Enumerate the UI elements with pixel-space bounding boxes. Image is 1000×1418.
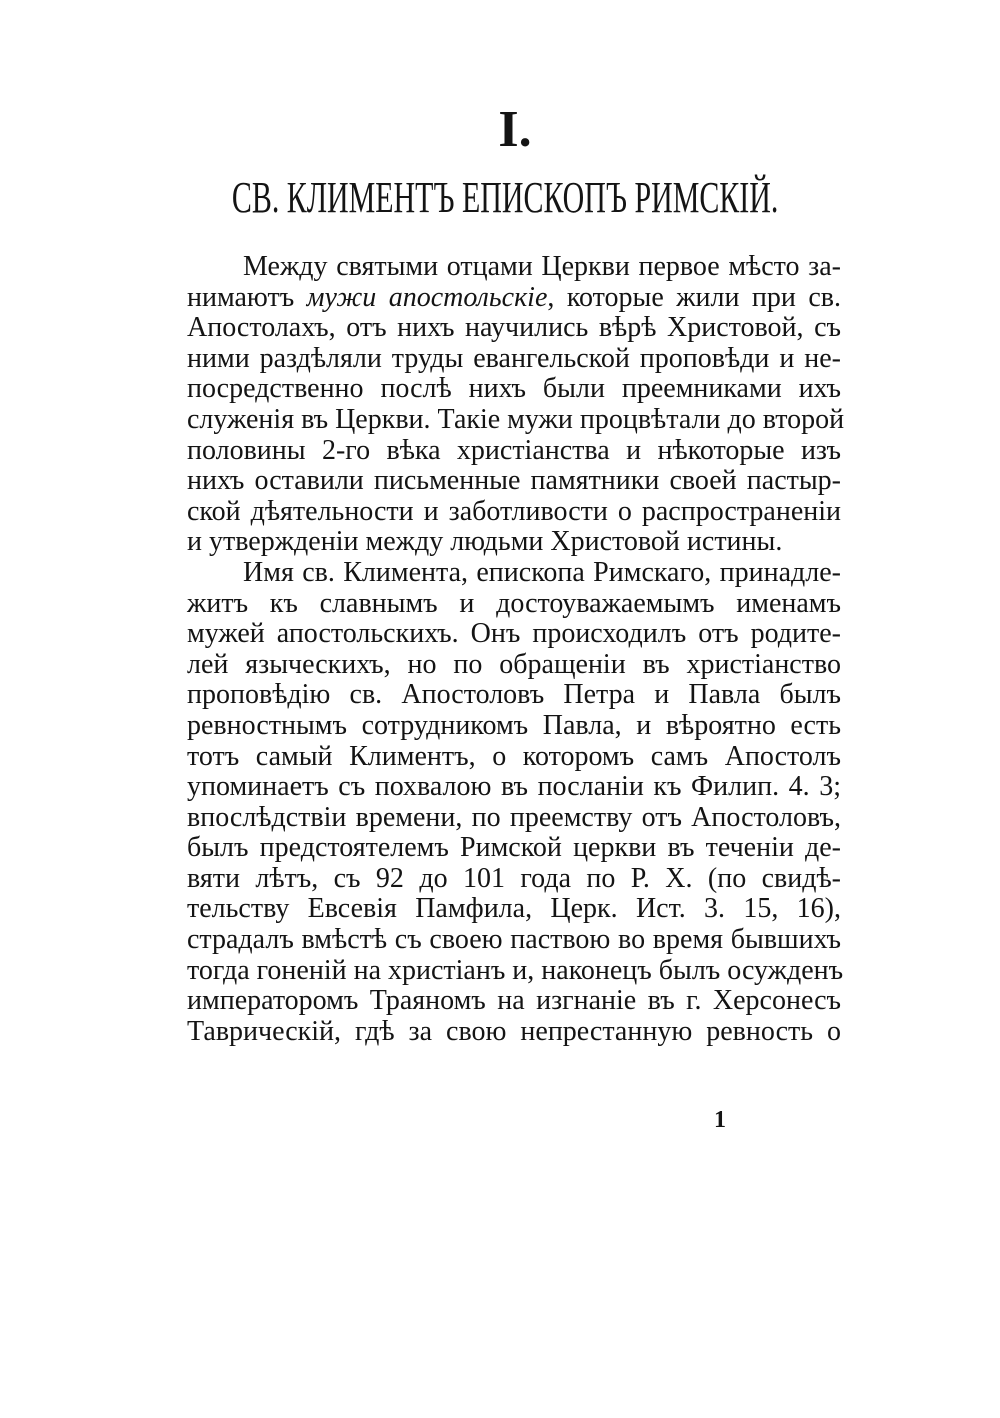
text-line: мужей апостольскихъ. Онъ происходилъ отъ родите- — [187, 618, 841, 650]
chapter-numeral: I. — [498, 101, 532, 158]
text-line: служенія въ Церкви. Такіе мужи процвѣтали до второй — [187, 403, 845, 435]
text-line: былъ предстоятелемъ Римской церкви въ теченіи де- — [187, 832, 841, 864]
text-line: вяти лѣтъ, съ 92 до 101 года по Р. Х. (по свидѣ- — [187, 862, 841, 894]
text-fragment: нимаютъ — [187, 281, 307, 313]
text-line: посредственно послѣ нихъ были преемниками ихъ — [187, 373, 841, 405]
page-number: 1 — [714, 1107, 726, 1133]
italic-phrase: мужи апостольскіе — [306, 281, 548, 313]
text-line: ской дѣятельности и заботливости о распространеніи — [187, 495, 841, 527]
text-line: житъ къ славнымъ и достоуважаемымъ именамъ — [187, 587, 841, 619]
text-line: проповѣдію св. Апостоловъ Петра и Павла былъ — [187, 679, 841, 711]
text-line: Имя св. Климента, епископа Римскаго, принадле- — [243, 556, 841, 588]
text-line: императоромъ Траяномъ на изгнаніе въ г. Херсонесъ — [187, 985, 841, 1017]
chapter-title: СВ. КЛИМЕНТЪ ЕПИСКОПЪ РИМСКІЙ. — [231, 173, 779, 222]
text-line — [187, 283, 841, 314]
text-line: тотъ самый Климентъ, о которомъ самъ Апостолъ — [187, 740, 841, 772]
text-line: тогда гоненій на христіанъ и, наконецъ былъ осужденъ — [187, 954, 844, 986]
text-line: Между святыми отцами Церкви первое мѣсто за- — [243, 251, 841, 282]
text-fragment: , которые жили при св. — [547, 281, 842, 313]
text-line: упоминаетъ съ похвалою въ посланіи къ Филип. 4. 3; — [187, 771, 841, 803]
text-line: Таврическій, гдѣ за свою непрестанную ревность о — [187, 1015, 841, 1047]
text-line: Апостолахъ, отъ нихъ научились вѣрѣ Христовой, съ — [187, 312, 841, 344]
text-line: ревностнымъ сотрудникомъ Павла, и вѣроятно есть — [187, 709, 841, 741]
body-text — [187, 251, 845, 1047]
text-line: половины 2-го вѣка христіанства и нѣкоторые изъ — [187, 434, 841, 466]
text-line: страдалъ вмѣстѣ съ своею паствою во время бывшихъ — [187, 924, 841, 956]
text-line: впослѣдствіи времени, по преемству отъ Апостоловъ, — [187, 801, 841, 833]
text-line: нихъ оставили письменные памятники своей пастыр- — [187, 465, 841, 497]
text-line: тельству Евсевія Памфила, Церк. Ист. 3. 15, 16), — [187, 893, 841, 925]
text-line: и утвержденіи между людьми Христовой истины. — [187, 526, 783, 558]
text-line: ними раздѣляли труды евангельской проповѣди и не- — [187, 342, 841, 374]
text-line: лей языческихъ, но по обращеніи въ христіанство — [187, 648, 841, 680]
